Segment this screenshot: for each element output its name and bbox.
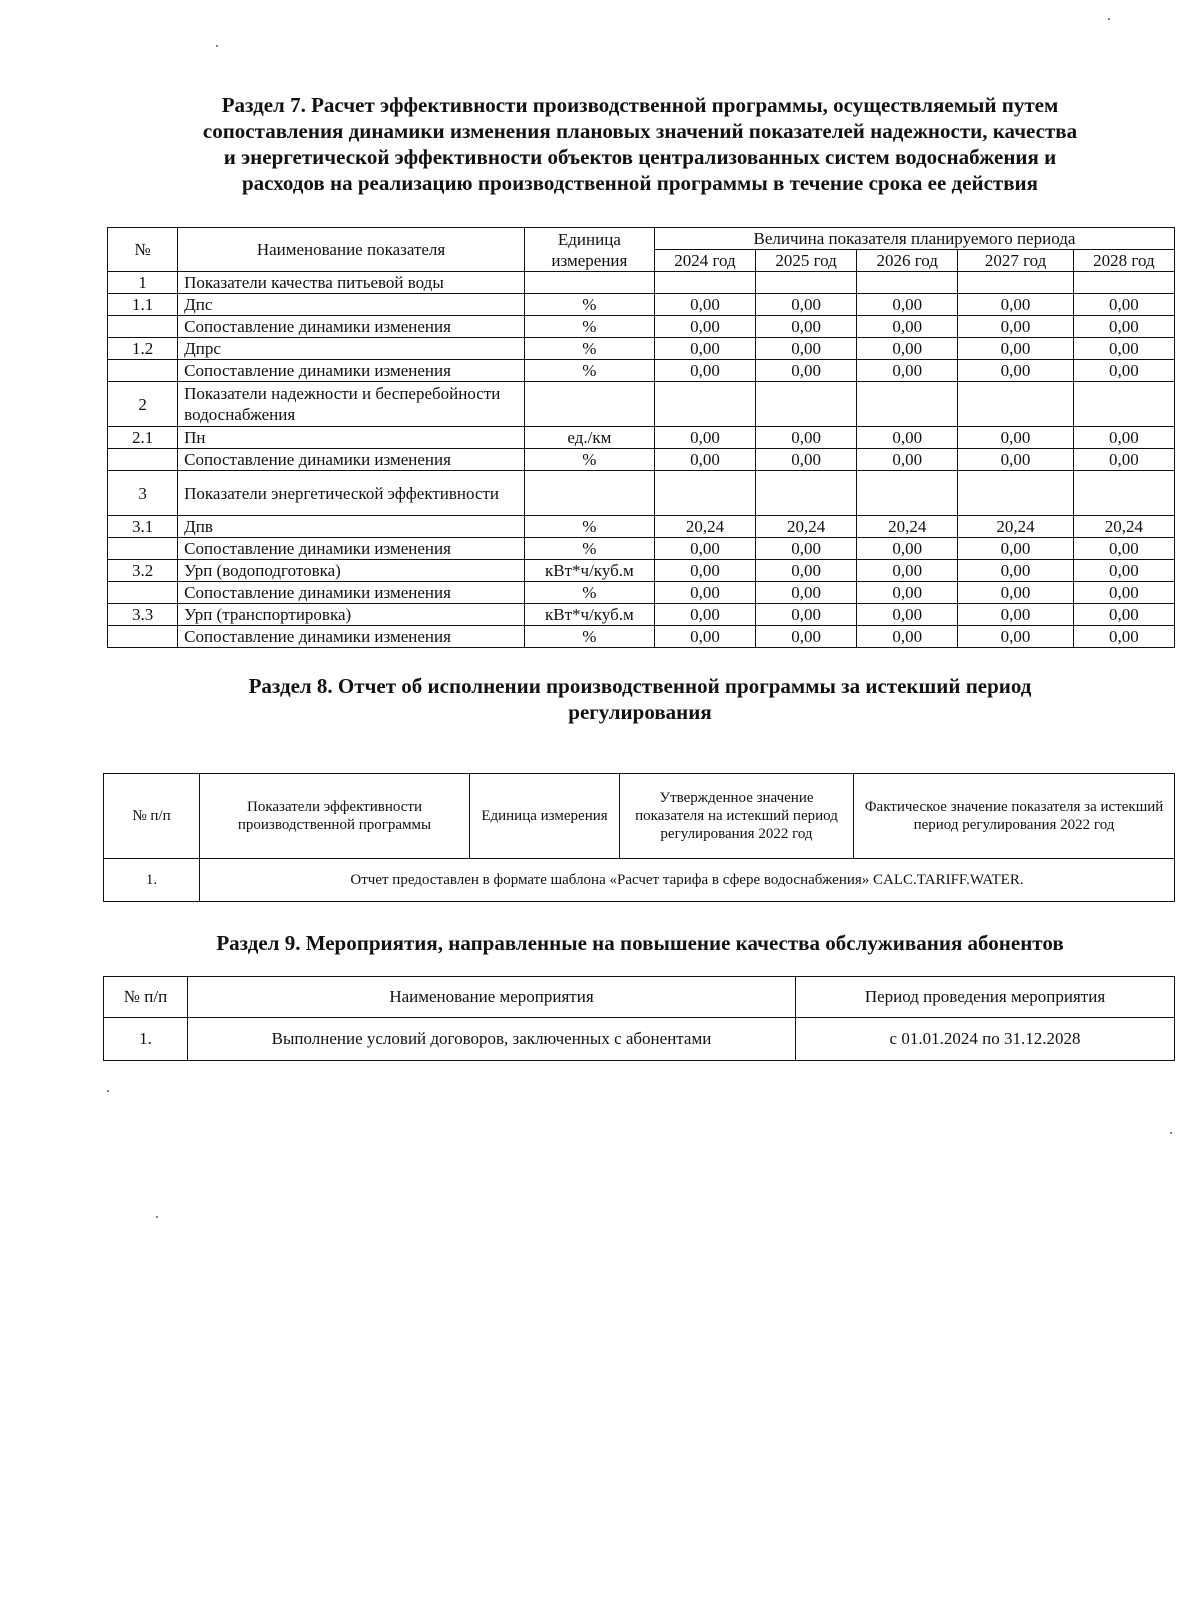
row-period: с 01.01.2024 по 31.12.2028 bbox=[796, 1018, 1175, 1061]
row-value: 0,00 bbox=[756, 316, 857, 338]
row-unit bbox=[524, 471, 654, 516]
row-num bbox=[108, 360, 178, 382]
row-value: 0,00 bbox=[857, 449, 958, 471]
row-name: Сопоставление динамики изменения bbox=[178, 538, 525, 560]
table-row bbox=[108, 294, 1175, 316]
row-value: 0,00 bbox=[958, 360, 1074, 382]
header-num: № п/п bbox=[104, 977, 188, 1018]
row-value: 0,00 bbox=[857, 360, 958, 382]
section9-title bbox=[100, 930, 1180, 956]
row-name: Сопоставление динамики изменения bbox=[178, 626, 525, 648]
row-num: 1 bbox=[108, 272, 178, 294]
row-name: Дпс bbox=[178, 294, 525, 316]
row-unit: % bbox=[524, 316, 654, 338]
row-name: Урп (водоподготовка) bbox=[178, 560, 525, 582]
row-value: 0,00 bbox=[756, 560, 857, 582]
scan-speck bbox=[1170, 1132, 1172, 1134]
row-value: 0,00 bbox=[756, 538, 857, 560]
section9-title-line: Раздел 9. Мероприятия, направленные на повышение качества обслуживания абонентов bbox=[216, 931, 1064, 955]
row-name: Выполнение условий договоров, заключенных с абонентами bbox=[188, 1018, 796, 1061]
row-unit: кВт*ч/куб.м bbox=[524, 560, 654, 582]
row-num: 1.1 bbox=[108, 294, 178, 316]
header-indicators: Показатели эффективности производственной программы bbox=[200, 774, 470, 859]
row-value: 0,00 bbox=[756, 294, 857, 316]
table-row bbox=[108, 626, 1175, 648]
row-value: 0,00 bbox=[654, 538, 755, 560]
row-value: 0,00 bbox=[1073, 560, 1174, 582]
row-value: 0,00 bbox=[958, 316, 1074, 338]
section8-title bbox=[100, 673, 1180, 725]
header-year: 2028 год bbox=[1073, 250, 1174, 272]
table-row bbox=[108, 316, 1175, 338]
row-unit: % bbox=[524, 449, 654, 471]
row-value: 20,24 bbox=[1073, 516, 1174, 538]
row-value: 0,00 bbox=[654, 316, 755, 338]
row-value: 0,00 bbox=[654, 604, 755, 626]
row-num: 3 bbox=[108, 471, 178, 516]
row-unit bbox=[524, 382, 654, 427]
row-value: 0,00 bbox=[654, 626, 755, 648]
row-num: 3.1 bbox=[108, 516, 178, 538]
row-name: Дпв bbox=[178, 516, 525, 538]
row-value: 0,00 bbox=[857, 582, 958, 604]
row-value: 0,00 bbox=[857, 427, 958, 449]
table-row bbox=[108, 272, 1175, 294]
row-value: 0,00 bbox=[1073, 538, 1174, 560]
table-row bbox=[108, 471, 1175, 516]
table-row bbox=[108, 538, 1175, 560]
row-value: 0,00 bbox=[1073, 449, 1174, 471]
row-value bbox=[958, 471, 1074, 516]
row-value: 0,00 bbox=[857, 294, 958, 316]
table-row bbox=[108, 516, 1175, 538]
row-value: 0,00 bbox=[958, 338, 1074, 360]
header-num: № bbox=[108, 228, 178, 272]
section8-table bbox=[103, 773, 1175, 902]
table-row bbox=[104, 1018, 1175, 1061]
row-unit bbox=[524, 272, 654, 294]
row-value: 0,00 bbox=[857, 338, 958, 360]
row-name: Пн bbox=[178, 427, 525, 449]
row-value: 20,24 bbox=[857, 516, 958, 538]
table-row bbox=[108, 604, 1175, 626]
row-value bbox=[958, 272, 1074, 294]
row-unit: % bbox=[524, 582, 654, 604]
row-name: Дпрс bbox=[178, 338, 525, 360]
row-num: 1.2 bbox=[108, 338, 178, 360]
row-num bbox=[108, 316, 178, 338]
row-text: Отчет предоставлен в формате шаблона «Расчет тарифа в сфере водоснабжения» CALC.TARIFF.WATER. bbox=[200, 859, 1175, 902]
row-value: 0,00 bbox=[1073, 604, 1174, 626]
row-unit: % bbox=[524, 360, 654, 382]
row-unit: % bbox=[524, 626, 654, 648]
row-value: 0,00 bbox=[857, 626, 958, 648]
row-value: 0,00 bbox=[756, 360, 857, 382]
row-value bbox=[756, 471, 857, 516]
row-value: 0,00 bbox=[958, 582, 1074, 604]
table-row bbox=[108, 382, 1175, 427]
row-value bbox=[1073, 272, 1174, 294]
header-actual: Фактическое значение показателя за истекший период регулирования 2022 год bbox=[854, 774, 1175, 859]
row-value: 0,00 bbox=[654, 360, 755, 382]
table-row bbox=[108, 427, 1175, 449]
row-value: 0,00 bbox=[1073, 582, 1174, 604]
row-value bbox=[958, 382, 1074, 427]
scan-speck bbox=[156, 1216, 158, 1218]
row-value bbox=[857, 382, 958, 427]
row-value: 20,24 bbox=[654, 516, 755, 538]
row-name: Сопоставление динамики изменения bbox=[178, 582, 525, 604]
header-unit: Единица измерения bbox=[470, 774, 620, 859]
row-value: 20,24 bbox=[756, 516, 857, 538]
row-value: 0,00 bbox=[857, 538, 958, 560]
header-approved: Утвержденное значение показателя на истекший период регулирования 2022 год bbox=[620, 774, 854, 859]
section7-title-line: расходов на реализацию производственной программы в течение срока ее действия bbox=[241, 171, 1039, 195]
row-value: 0,00 bbox=[756, 582, 857, 604]
row-value bbox=[1073, 382, 1174, 427]
scan-speck bbox=[107, 1090, 109, 1092]
row-value: 0,00 bbox=[654, 427, 755, 449]
row-name: Сопоставление динамики изменения bbox=[178, 449, 525, 471]
section7-table-body bbox=[108, 272, 1175, 648]
row-num: 1. bbox=[104, 1018, 188, 1061]
table-row bbox=[108, 360, 1175, 382]
header-year: 2024 год bbox=[654, 250, 755, 272]
table-row bbox=[108, 449, 1175, 471]
scan-speck bbox=[216, 45, 218, 47]
section9-table bbox=[103, 976, 1175, 1061]
row-name: Сопоставление динамики изменения bbox=[178, 316, 525, 338]
table-row bbox=[104, 859, 1175, 902]
header-year: 2026 год bbox=[857, 250, 958, 272]
row-value: 0,00 bbox=[1073, 360, 1174, 382]
row-value: 0,00 bbox=[857, 560, 958, 582]
row-value: 0,00 bbox=[654, 338, 755, 360]
row-value: 0,00 bbox=[857, 604, 958, 626]
row-name: Сопоставление динамики изменения bbox=[178, 360, 525, 382]
header-name: Наименование показателя bbox=[178, 228, 525, 272]
row-value: 0,00 bbox=[958, 427, 1074, 449]
header-period: Величина показателя планируемого периода bbox=[654, 228, 1174, 250]
row-value: 0,00 bbox=[756, 338, 857, 360]
row-value bbox=[857, 272, 958, 294]
row-value bbox=[756, 382, 857, 427]
row-unit: % bbox=[524, 538, 654, 560]
row-value: 0,00 bbox=[958, 604, 1074, 626]
row-value: 0,00 bbox=[654, 582, 755, 604]
section7-table bbox=[107, 227, 1175, 648]
table-row bbox=[108, 338, 1175, 360]
section7-title-line: и энергетической эффективности объектов централизованных систем водоснабжения и bbox=[223, 145, 1057, 169]
row-num: 2.1 bbox=[108, 427, 178, 449]
row-value: 0,00 bbox=[756, 427, 857, 449]
row-num bbox=[108, 538, 178, 560]
table-row bbox=[108, 560, 1175, 582]
row-value: 0,00 bbox=[654, 449, 755, 471]
header-num: № п/п bbox=[104, 774, 200, 859]
row-value bbox=[654, 471, 755, 516]
header-year: 2025 год bbox=[756, 250, 857, 272]
row-num: 1. bbox=[104, 859, 200, 902]
row-num: 3.2 bbox=[108, 560, 178, 582]
row-value: 0,00 bbox=[654, 560, 755, 582]
row-name: Показатели качества питьевой воды bbox=[178, 272, 525, 294]
row-value bbox=[857, 471, 958, 516]
row-value: 0,00 bbox=[1073, 316, 1174, 338]
row-value: 0,00 bbox=[1073, 427, 1174, 449]
row-value: 0,00 bbox=[1073, 294, 1174, 316]
row-name: Показатели надежности и бесперебойности водоснабжения bbox=[178, 382, 525, 427]
row-value bbox=[1073, 471, 1174, 516]
row-value: 0,00 bbox=[1073, 626, 1174, 648]
row-name: Показатели энергетической эффективности bbox=[178, 471, 525, 516]
header-unit: Единица измерения bbox=[524, 228, 654, 272]
row-unit: % bbox=[524, 338, 654, 360]
row-value bbox=[756, 272, 857, 294]
row-value bbox=[654, 382, 755, 427]
row-value: 0,00 bbox=[958, 449, 1074, 471]
row-value: 0,00 bbox=[756, 449, 857, 471]
row-unit: % bbox=[524, 294, 654, 316]
row-unit: % bbox=[524, 516, 654, 538]
row-value: 0,00 bbox=[756, 626, 857, 648]
row-num bbox=[108, 626, 178, 648]
row-value: 0,00 bbox=[958, 294, 1074, 316]
section8-title-line: Раздел 8. Отчет об исполнении производственной программы за истекший период bbox=[248, 674, 1032, 698]
row-value: 0,00 bbox=[654, 294, 755, 316]
row-unit: ед./км bbox=[524, 427, 654, 449]
row-value: 0,00 bbox=[958, 538, 1074, 560]
scan-speck bbox=[1108, 18, 1110, 20]
row-value: 0,00 bbox=[958, 626, 1074, 648]
row-num: 3.3 bbox=[108, 604, 178, 626]
row-name: Урп (транспортировка) bbox=[178, 604, 525, 626]
row-value: 0,00 bbox=[857, 316, 958, 338]
header-name: Наименование мероприятия bbox=[188, 977, 796, 1018]
row-num bbox=[108, 582, 178, 604]
row-value: 20,24 bbox=[958, 516, 1074, 538]
table-row bbox=[108, 582, 1175, 604]
row-num: 2 bbox=[108, 382, 178, 427]
section7-title-line: Раздел 7. Расчет эффективности производственной программы, осуществляемый путем bbox=[221, 93, 1059, 117]
section7-title-line: сопоставления динамики изменения плановых значений показателей надежности, качества bbox=[202, 119, 1078, 143]
row-value: 0,00 bbox=[756, 604, 857, 626]
header-period: Период проведения мероприятия bbox=[796, 977, 1175, 1018]
row-value: 0,00 bbox=[1073, 338, 1174, 360]
header-year: 2027 год bbox=[958, 250, 1074, 272]
row-num bbox=[108, 449, 178, 471]
row-unit: кВт*ч/куб.м bbox=[524, 604, 654, 626]
section8-title-line: регулирования bbox=[568, 700, 712, 724]
section7-title bbox=[100, 92, 1180, 196]
row-value bbox=[654, 272, 755, 294]
row-value: 0,00 bbox=[958, 560, 1074, 582]
